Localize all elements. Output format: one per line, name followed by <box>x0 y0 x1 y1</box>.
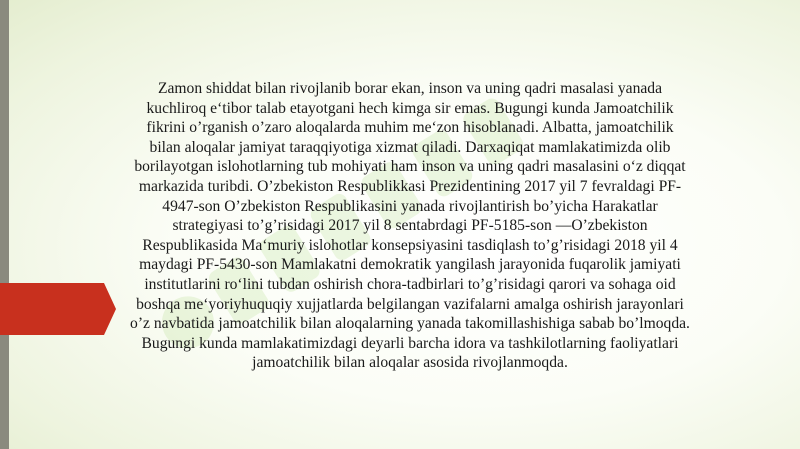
left-border-bar <box>0 0 9 449</box>
body-paragraph: Zamon shiddat bilan rivojlanib borar ekan, inson va uning qadri masalasi yanada kuchliroq e‘tibor talab etayotgani hech kimga sir emas. Bugungi kunda Jamoatchilik fikrini o’rganish o’zaro aloqalarda muhim me‘zon hisoblanadi. Albatta, jamoatchilik bilan aloqalar jamiyat taraqqiyotiga xizmat qiladi. Darxaqiqat mamlakatimizda olib borilayotgan islohotlarning tub mohiyati ham inson va uning qadri masalasini o‘z diqqat markazida turibdi. O’zbekiston Respublikkasi Prezidentining 2017 yil 7 fevraldagi PF-4947-son O’zbekiston Respublikasini yanada rivojlantirish bo’yicha Harakatlar strategiyasi to’g’risidagi 2017 yil 8 sentabrdagi PF-5185-son —O’zbekiston Respublikasida Ma‘muriy islohotlar konsepsiyasini tasdiqlash to’g’risidagi 2018 yil 4 maydagi PF-5430-son Mamlakatni demokratik yangilash jarayonida fuqarolik jamiyati institutlarini ro‘lini tubdan oshirish chora-tadbirlari to’g’risidagi qarori va sohaga oid boshqa me‘yoriyhuquqiy xujjatlarda belgilangan vazifalarni amalga oshirish jarayonlari o’z navbatida jamoatchilik bilan aloqalarning yanada takomillashishiga sabab bo’lmoqda. Bugungi kunda mamlakatimizdagi deyarli barcha idora va tashkilotlarning faoliyatlari jamoatchilik bilan aloqalar asosida rivojlanmoqda. <box>130 80 690 372</box>
red-arrow-accent <box>0 283 116 335</box>
